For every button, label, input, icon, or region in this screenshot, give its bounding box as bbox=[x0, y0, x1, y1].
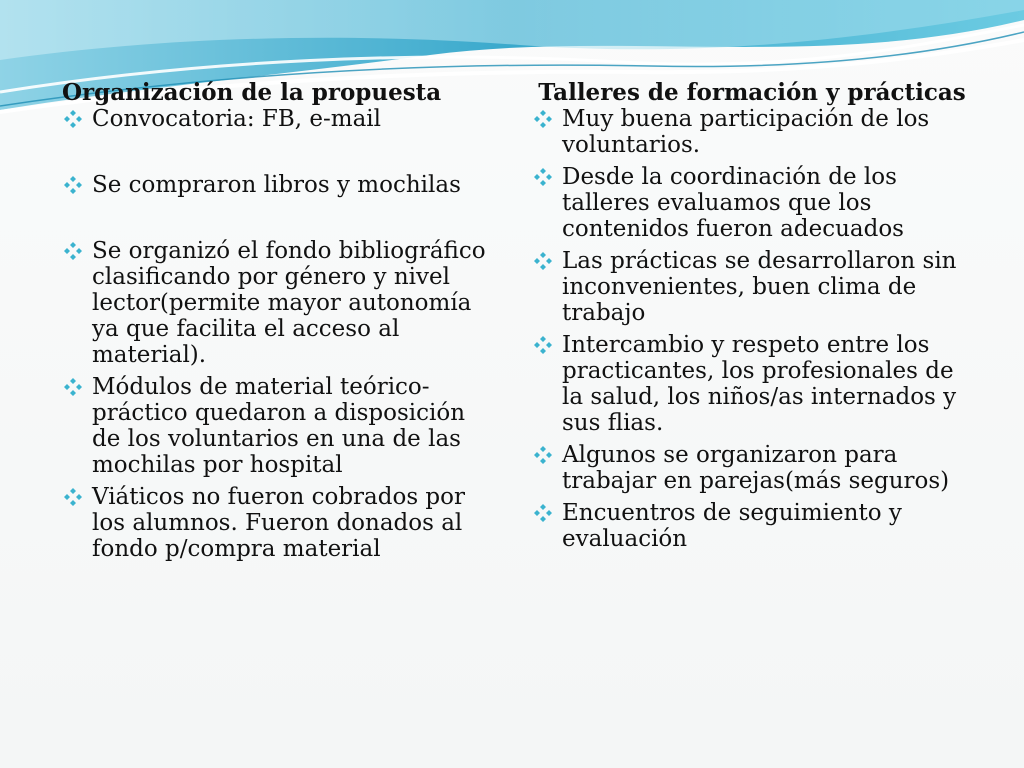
list-item bbox=[532, 500, 972, 552]
left-bullet-list bbox=[62, 106, 492, 562]
list-item bbox=[62, 484, 492, 562]
list-item bbox=[532, 332, 972, 436]
four-diamond-bullet-icon bbox=[534, 110, 552, 128]
list-item bbox=[62, 106, 492, 132]
left-column bbox=[62, 80, 492, 562]
four-diamond-bullet-icon bbox=[64, 378, 82, 396]
list-item-text: Módulos de material teórico-práctico quedaron a disposición de los voluntarios en una de las mochilas por hospital bbox=[92, 374, 466, 478]
list-item bbox=[62, 172, 492, 198]
list-item-text: Desde la coordinación de los talleres evaluamos que los contenidos fueron adecuados bbox=[562, 164, 904, 242]
list-item-text: Encuentros de seguimiento y evaluación bbox=[562, 500, 902, 552]
right-heading: Talleres de formación y prácticas bbox=[538, 79, 966, 106]
list-item bbox=[532, 442, 972, 494]
four-diamond-bullet-icon bbox=[534, 336, 552, 354]
list-item-text: Convocatoria: FB, e-mail bbox=[92, 106, 382, 132]
right-bullet-list bbox=[532, 106, 972, 552]
list-item-text: Las prácticas se desarrollaron sin inconvenientes, buen clima de trabajo bbox=[562, 248, 957, 326]
four-diamond-bullet-icon bbox=[64, 110, 82, 128]
list-item bbox=[532, 106, 972, 158]
list-item-text: Intercambio y respeto entre los practicantes, los profesionales de la salud, los niños/as internados y sus flias. bbox=[562, 332, 957, 436]
list-item-text: Se organizó el fondo bibliográfico clasificando por género y nivel lector(permite mayor autonomía ya que facilita el acceso al material). bbox=[92, 238, 486, 368]
list-item-text: Algunos se organizaron para trabajar en parejas(más seguros) bbox=[562, 442, 950, 494]
list-item bbox=[532, 248, 972, 326]
right-column bbox=[532, 80, 972, 558]
list-item bbox=[62, 374, 492, 478]
list-item-text: Viáticos no fueron cobrados por los alumnos. Fueron donados al fondo p/compra material bbox=[92, 484, 465, 562]
four-diamond-bullet-icon bbox=[64, 488, 82, 506]
list-item bbox=[532, 164, 972, 242]
four-diamond-bullet-icon bbox=[534, 252, 552, 270]
four-diamond-bullet-icon bbox=[64, 176, 82, 194]
left-heading: Organización de la propuesta bbox=[62, 79, 442, 106]
four-diamond-bullet-icon bbox=[534, 168, 552, 186]
four-diamond-bullet-icon bbox=[534, 446, 552, 464]
list-item-text: Muy buena participación de los voluntarios. bbox=[562, 106, 930, 158]
four-diamond-bullet-icon bbox=[64, 242, 82, 260]
list-item bbox=[62, 238, 492, 368]
four-diamond-bullet-icon bbox=[534, 504, 552, 522]
list-item-text: Se compraron libros y mochilas bbox=[92, 172, 461, 198]
